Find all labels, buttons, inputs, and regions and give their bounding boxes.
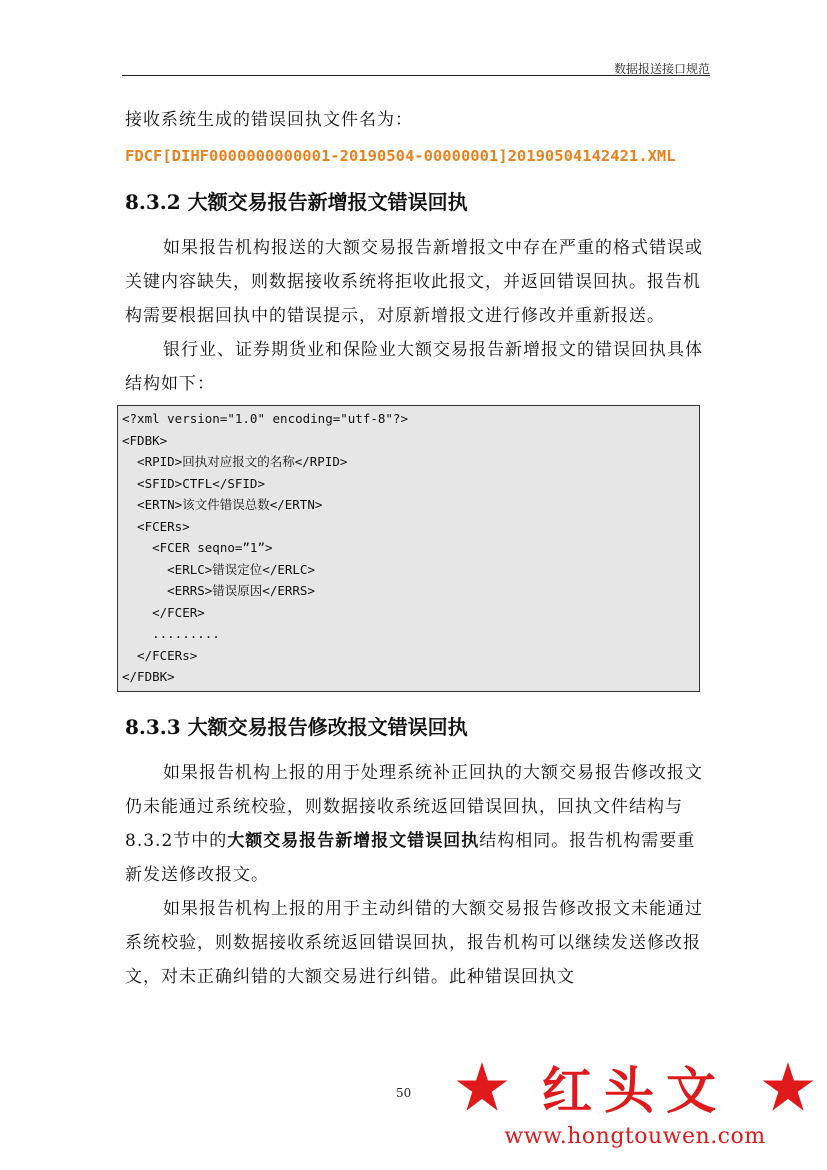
code-line: <RPID>回执对应报文的名称</RPID> [122,454,348,469]
xml-code-block [117,405,700,692]
code-line: <ERLC>错误定位</ERLC> [122,561,315,577]
code-line: ......... [122,626,220,641]
code-line: </FCER> [122,604,205,620]
running-header: 数据报送接口规范 [613,62,710,76]
page-content [122,103,710,994]
header-divider [122,75,710,76]
section-heading-833: 8.3.3 大额交易报告修改报文错误回执 [125,714,468,739]
code-line: <FCERs> [122,518,190,534]
code-line: </FDBK> [122,669,175,684]
watermark-text: 红头文 [542,1061,728,1120]
section-heading-832: 8.3.2 大额交易报告新增报文错误回执 [125,190,468,214]
code-line: <FDBK> [122,432,168,448]
page-number: 50 [396,1086,412,1100]
code-line: <?xml version="1.0" encoding="utf-8"?> [122,411,408,426]
code-line: <SFID>CTFL</SFID> [122,475,265,491]
paragraph-833-1-text-a: 如果报告机构上报的用于处理系统补正回执的大额交易报告修改报文仍未能通过系统校验，则数据接收系统返回错误回执，回执文件结构与8.3.2节中的 [125,762,703,851]
paragraph-832-2: 银行业、证券期货业和保险业大额交易报告新增报文的错误回执具体结构如下： [125,340,703,394]
code-line: <FCER seqno=”1”> [122,540,273,555]
paragraph-833-1-text-b: 结构相同。报告机构需要重新发送修改报文。 [125,830,696,885]
star-icon [761,1060,815,1114]
paragraph-832-1: 如果报告机构报送的大额交易报告新增报文中存在严重的格式错误或关键内容缺失，则数据接收系统将拒收此报文，并返回错误回执。报告机构需要根据回执中的错误提示，对原新增报文进行修改并重新报送。 [125,238,703,326]
error-receipt-filename: FDCF[DIHF0000000000001-20190504-00000001]20190504142421.XML [125,147,676,165]
code-line: <ERRS>错误原因</ERRS> [122,583,315,598]
watermark-logo [455,1048,815,1166]
code-line: </FCERs> [122,647,198,663]
paragraph-833-1 [125,756,710,892]
watermark-url: www.hongtouwen.com [504,1124,766,1149]
star-icon [455,1060,509,1114]
code-line: <ERTN>该文件错误总数</ERTN> [122,497,323,512]
filename-intro: 接收系统生成的错误回执文件名为： [125,110,413,130]
paragraph-833-2: 如果报告机构上报的用于主动纠错的大额交易报告修改报文未能通过系统校验，则数据接收系统返回错误回执，报告机构可以继续发送修改报文，对未正确纠错的大额交易进行纠错。此种错误回执文 [125,898,703,987]
paragraph-833-1-bold: 大额交易报告新增报文错误回执 [227,830,480,851]
